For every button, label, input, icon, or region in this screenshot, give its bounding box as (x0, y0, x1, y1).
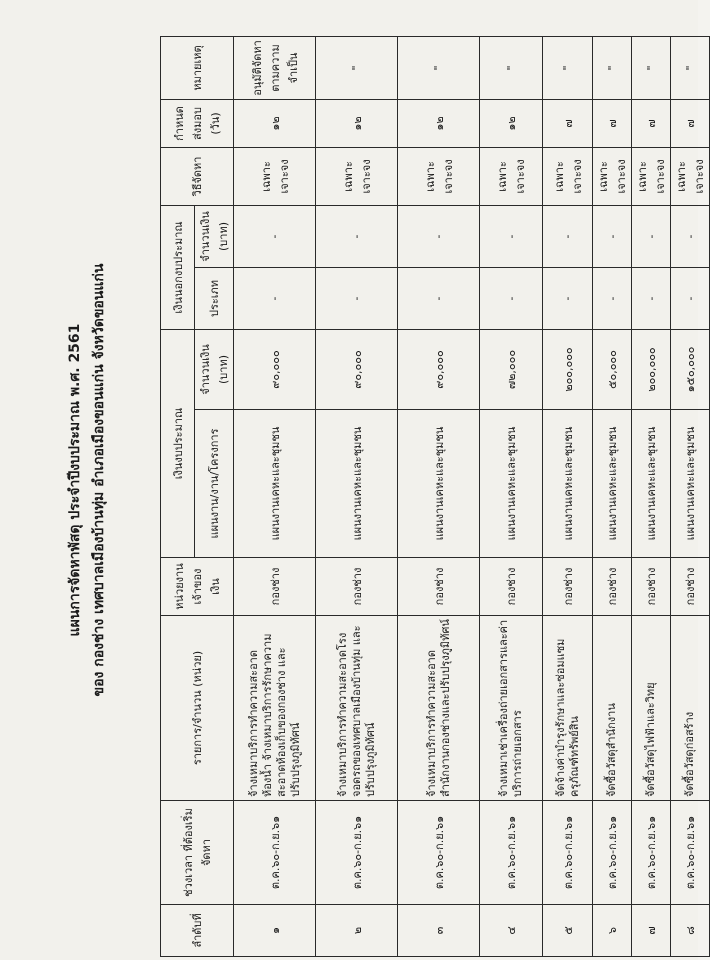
row-plan: แผนงานเคหะและชุมชน (234, 410, 316, 558)
row-period: ต.ค.๖๐-ก.ย.๖๑ (316, 801, 398, 905)
row-note: " (632, 36, 671, 99)
row-delivery: ๗ (671, 99, 710, 147)
row-method: เฉพาะเจาะจง (632, 147, 671, 205)
table-body (234, 36, 710, 956)
row-number: ๔ (480, 905, 543, 957)
row-note: " (480, 36, 543, 99)
document-title: แผนการจัดหาพัสดุ ประจำปีงบประมาณ พ.ศ. 2561 (67, 323, 83, 637)
row-number: ๖ (593, 905, 632, 957)
row-off-amount: - (632, 205, 671, 267)
header-off-amount: จำนวนเงิน (บาท) (195, 205, 234, 267)
table-row (480, 36, 543, 956)
row-off-amount: - (593, 205, 632, 267)
row-off-type: - (632, 268, 671, 330)
row-plan: แผนงานเคหะและชุมชน (593, 410, 632, 558)
procurement-plan-table (160, 36, 710, 957)
row-period: ต.ค.๖๐-ก.ย.๖๑ (480, 801, 543, 905)
row-item: จ้างเหมาบริการทำความสะอาด สำนักงานกองช่างและปรับปรุงภูมิทัศน์ (398, 616, 480, 801)
row-item: จ้างเหมาบริการทำความสะอาดโรงจอดรถของเทศบาลเมืองบ้านทุ่ม และปรับปรุงภูมิทัศน์ (316, 616, 398, 801)
row-off-type: - (671, 268, 710, 330)
row-delivery: ๗ (593, 99, 632, 147)
row-delivery: ๗ (632, 99, 671, 147)
row-number: ๓ (398, 905, 480, 957)
row-amount: ๗๒,๐๐๐ (480, 330, 543, 410)
row-number: ๑ (234, 905, 316, 957)
row-method: เฉพาะเจาะจง (234, 147, 316, 205)
row-unit: กองช่าง (316, 558, 398, 616)
row-plan: แผนงานเคหะและชุมชน (398, 410, 480, 558)
row-off-amount: - (543, 205, 593, 267)
row-note: อนุมัติจัดหาตามความจำเป็น (234, 36, 316, 99)
row-off-amount: - (480, 205, 543, 267)
row-amount: ๒๐๐,๐๐๐ (543, 330, 593, 410)
row-off-type: - (543, 268, 593, 330)
row-method: เฉพาะเจาะจง (543, 147, 593, 205)
row-unit: กองช่าง (543, 558, 593, 616)
row-off-type: - (593, 268, 632, 330)
row-period: ต.ค.๖๐-ก.ย.๖๑ (543, 801, 593, 905)
row-unit: กองช่าง (671, 558, 710, 616)
row-item: จัดซื้อวัสดุก่อสร้าง (671, 616, 710, 801)
table-row (234, 36, 316, 956)
row-number: ๗ (632, 905, 671, 957)
row-note: " (671, 36, 710, 99)
row-plan: แผนงานเคหะและชุมชน (316, 410, 398, 558)
table-row (671, 36, 710, 956)
row-off-amount: - (316, 205, 398, 267)
row-delivery: ๑๒ (316, 99, 398, 147)
header-offbudget: เงินนอกงบประมาณ (161, 205, 195, 329)
row-unit: กองช่าง (398, 558, 480, 616)
row-item: จ้างเหมาบริการทำความสะอาดห้องน้ำ จ้างเหมาบริการรักษาความสะอาดห้องเก็บของกองช่าง และปรับปรุงภูมิทัศน์ (234, 616, 316, 801)
row-number: ๒ (316, 905, 398, 957)
table-row (543, 36, 593, 956)
row-amount: ๒๐๐,๐๐๐ (632, 330, 671, 410)
header-off-type: ประเภท (195, 268, 234, 330)
row-unit: กองช่าง (480, 558, 543, 616)
header-budget: เงินงบประมาณ (161, 330, 195, 558)
row-method: เฉพาะเจาะจง (480, 147, 543, 205)
row-note: " (316, 36, 398, 99)
row-off-amount: - (398, 205, 480, 267)
table-row (632, 36, 671, 956)
row-unit: กองช่าง (632, 558, 671, 616)
row-note: " (543, 36, 593, 99)
row-amount: ๑๕๐,๐๐๐ (671, 330, 710, 410)
header-item: รายการ/จำนวน (หน่วย) (161, 616, 234, 801)
row-period: ต.ค.๖๐-ก.ย.๖๑ (593, 801, 632, 905)
row-plan: แผนงานเคหะและชุมชน (543, 410, 593, 558)
row-method: เฉพาะเจาะจง (671, 147, 710, 205)
row-delivery: ๗ (543, 99, 593, 147)
document-header (0, 0, 150, 960)
row-unit: กองช่าง (234, 558, 316, 616)
row-delivery: ๑๒ (480, 99, 543, 147)
row-off-type: - (234, 268, 316, 330)
row-method: เฉพาะเจาะจง (398, 147, 480, 205)
header-no: ลำดับที่ (161, 905, 234, 957)
header-period: ช่วงเวลา ที่ต้องเริ่มจัดหา (161, 801, 234, 905)
row-period: ต.ค.๖๐-ก.ย.๖๑ (671, 801, 710, 905)
row-number: ๕ (543, 905, 593, 957)
row-item: จัดซื้อวัสดุสำนักงาน (593, 616, 632, 801)
row-off-type: - (398, 268, 480, 330)
header-unit: หน่วยงาน เจ้าของเงิน (161, 558, 234, 616)
table-row (316, 36, 398, 956)
row-note: " (398, 36, 480, 99)
header-note: หมายเหตุ (161, 36, 234, 99)
row-amount: ๙๐,๐๐๐ (398, 330, 480, 410)
row-period: ต.ค.๖๐-ก.ย.๖๑ (632, 801, 671, 905)
row-plan: แผนงานเคหะและชุมชน (632, 410, 671, 558)
header-delivery: กำหนด ส่งมอบ (วัน) (161, 99, 234, 147)
row-item: จ้างเหมาเช่าเครื่องถ่ายเอกสารและค่าบริการถ่ายเอกสาร (480, 616, 543, 801)
row-plan: แผนงานเคหะและชุมชน (671, 410, 710, 558)
row-amount: ๙๐,๐๐๐ (316, 330, 398, 410)
row-amount: ๕๐,๐๐๐ (593, 330, 632, 410)
row-off-amount: - (234, 205, 316, 267)
row-off-type: - (316, 268, 398, 330)
row-method: เฉพาะเจาะจง (316, 147, 398, 205)
row-item: จัดซื้อวัสดุไฟฟ้าและวิทยุ (632, 616, 671, 801)
row-period: ต.ค.๖๐-ก.ย.๖๑ (398, 801, 480, 905)
row-number: ๘ (671, 905, 710, 957)
row-method: เฉพาะเจาะจง (593, 147, 632, 205)
row-off-type: - (480, 268, 543, 330)
table-row (398, 36, 480, 956)
row-amount: ๙๐,๐๐๐ (234, 330, 316, 410)
row-delivery: ๑๒ (234, 99, 316, 147)
table-header-row (161, 36, 195, 956)
row-period: ต.ค.๖๐-ก.ย.๖๑ (234, 801, 316, 905)
document-subtitle: ของ กองช่าง เทศบาลเมืองบ้านทุ่ม อำเภอเมืองขอนแก่น จังหวัดขอนแก่น (91, 263, 107, 697)
row-plan: แผนงานเคหะและชุมชน (480, 410, 543, 558)
row-off-amount: - (671, 205, 710, 267)
table-row (593, 36, 632, 956)
row-unit: กองช่าง (593, 558, 632, 616)
row-item: จัดจ้างค่าบำรุงรักษาและซ่อมแซมครุภัณฑ์ทรัพย์สิน (543, 616, 593, 801)
header-method: วิธีจัดหา (161, 147, 234, 205)
header-budget-amount: จำนวนเงิน (บาท) (195, 330, 234, 410)
header-budget-plan: แผนงาน/งาน/โครงการ (195, 410, 234, 558)
row-note: " (593, 36, 632, 99)
row-delivery: ๑๒ (398, 99, 480, 147)
